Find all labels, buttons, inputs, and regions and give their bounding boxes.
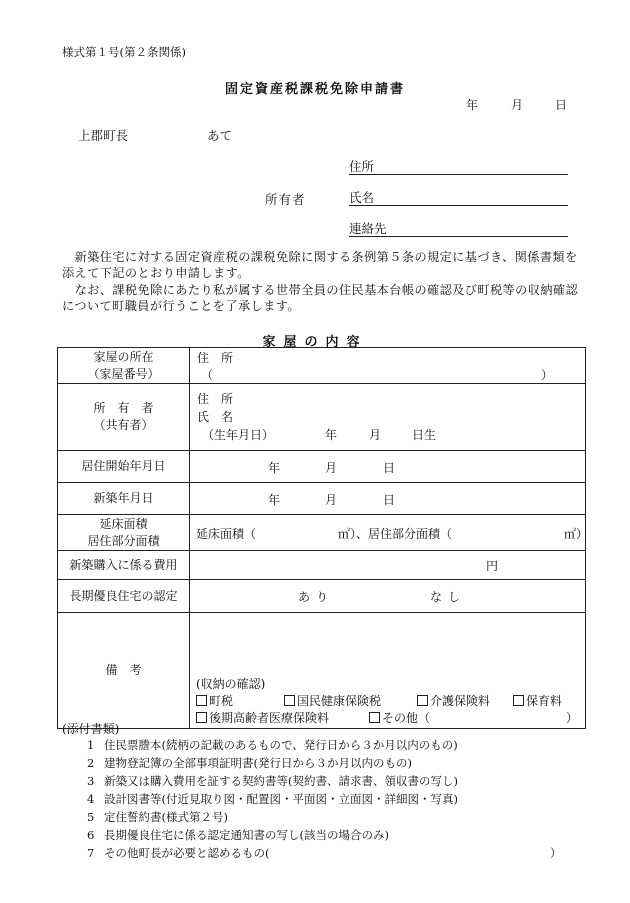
house-location-label-cell: [58, 348, 190, 384]
check-health-insurance-label: 国民健康保険税: [297, 694, 382, 708]
check-other[interactable]: [369, 709, 430, 726]
long-term-quality-value[interactable]: [190, 580, 586, 613]
attachment-text: 長期優良住宅に係る認定通知書の写し(該当の場合のみ): [104, 828, 389, 842]
form-number: 様式第１号(第２条関係): [62, 45, 186, 59]
co-owner-label: （共有者）: [93, 418, 154, 432]
residence-day-label: 日: [383, 461, 396, 475]
owner-label-cell: [58, 384, 190, 451]
house-section-heading: 家屋の内容: [262, 335, 368, 350]
construction-year-label: 年: [268, 493, 281, 507]
construction-day-label: 日: [383, 493, 396, 507]
row-house-location: [58, 348, 586, 384]
house-location-label: 家屋の所在: [93, 349, 154, 364]
check-health-insurance[interactable]: [284, 692, 381, 709]
construction-cost-value[interactable]: [190, 551, 586, 580]
attachment-7-close: ）: [550, 846, 562, 860]
payment-checkbox-row-1: [196, 692, 578, 708]
paren-open: （: [201, 367, 214, 382]
construction-date-value[interactable]: [190, 483, 586, 515]
checkbox-icon[interactable]: [196, 695, 207, 706]
check-care-insurance[interactable]: [417, 692, 490, 709]
construction-date-label: 新築年月日: [58, 483, 190, 515]
residence-month-label: 月: [325, 461, 338, 475]
house-location-value-cell[interactable]: [190, 348, 586, 384]
form-title: 固定資産税課税免除申請書: [224, 82, 405, 97]
applicant-contact-field[interactable]: [349, 219, 568, 237]
floor-area-unit-1: ㎡）、居住部分面積（: [338, 527, 453, 541]
row-construction-date: [58, 483, 586, 515]
checkbox-icon[interactable]: [513, 695, 524, 706]
row-long-term-quality: [58, 580, 586, 613]
date-month-label: 月: [511, 98, 524, 112]
check-other-label: その他（: [382, 711, 431, 725]
attachment-number: 7: [87, 846, 95, 860]
checkbox-icon[interactable]: [417, 695, 428, 706]
attachment-number: 3: [87, 774, 95, 788]
check-town-tax[interactable]: [196, 692, 233, 709]
attachment-text: 設計図書等(付近見取り図・配置図・平面図・立面図・詳細図・写真): [104, 792, 458, 806]
check-elderly-medical-label: 後期高齢者医療保険料: [209, 711, 330, 725]
floor-area-label-cell: [58, 515, 190, 551]
residence-start-label: 居住開始年月日: [58, 451, 190, 483]
birth-year-label: 年: [325, 428, 338, 442]
declaration-paragraph-1: 新築住宅に対する固定資産税の課税免除に関する条例第５条の規定に基づき、関係書類を添えて下記のとおり申請します。: [62, 250, 578, 280]
declaration-paragraph-2: なお、課税免除にあたり私が属する世帯全員の住民基本台帳の確認及び町税等の収納確認について町職員が行うことを了承します。: [62, 283, 579, 313]
applicant-name-field[interactable]: [349, 188, 568, 206]
owner-label: 所有者: [265, 192, 306, 207]
checkbox-icon[interactable]: [196, 712, 207, 723]
applicant-address-label: 住所: [349, 159, 375, 174]
house-number-parens: [197, 366, 585, 382]
applicant-contact-label: 連絡先: [349, 221, 387, 236]
owner-name-label: 氏 名: [197, 410, 234, 424]
attachment-item: [87, 827, 389, 843]
birthdate-label: （生年月日）: [202, 428, 275, 442]
house-location-address-label: 住 所: [197, 350, 234, 365]
residence-start-value[interactable]: [190, 451, 586, 483]
attachment-item: [87, 755, 412, 771]
floor-area-unit-2: ㎡）: [564, 527, 589, 541]
owner-row-label: 所 有 者: [93, 401, 154, 415]
attachment-item: [87, 845, 270, 861]
attachment-number: 1: [87, 738, 95, 752]
attachment-number: 5: [87, 810, 95, 824]
attachment-item: [87, 737, 458, 753]
check-town-tax-label: 町税: [209, 694, 234, 708]
row-residence-start: [58, 451, 586, 483]
attachment-text: その他町長が必要と認めるもの(: [104, 846, 270, 860]
attachment-number: 6: [87, 828, 95, 842]
residence-year-label: 年: [268, 461, 281, 475]
attachments-title: (添付書類): [62, 722, 120, 736]
residential-area-label: 居住部分面積: [87, 533, 160, 548]
row-remarks: [58, 613, 586, 729]
date-day-label: 日: [555, 98, 568, 112]
check-care-insurance-label: 介護保険料: [430, 694, 491, 708]
house-details-table: [57, 347, 589, 729]
long-term-yes[interactable]: あり: [298, 590, 335, 604]
owner-birth-line: [197, 426, 585, 444]
checkbox-icon[interactable]: [284, 695, 295, 706]
addressee-suffix: あて: [207, 128, 233, 143]
owner-address-label: 住 所: [197, 392, 234, 406]
attachment-item: [87, 791, 458, 807]
construction-month-label: 月: [325, 493, 338, 507]
row-floor-area: [58, 515, 586, 551]
payment-checkbox-row-2: [196, 709, 578, 725]
addressee: 上郡町長: [78, 128, 129, 143]
attachment-item: [87, 773, 458, 789]
checkbox-icon[interactable]: [369, 712, 380, 723]
paren-close: ）: [541, 367, 554, 382]
attachment-number: 2: [87, 756, 95, 770]
total-floor-area-open: 延床面積（: [196, 527, 257, 541]
long-term-no[interactable]: なし: [430, 590, 467, 604]
construction-cost-label: 新築購入に係る費用: [58, 551, 190, 580]
attachment-text: 住民票謄本(続柄の記載のあるもので、発行日から３か月以内のもの): [104, 738, 458, 752]
total-floor-area-label: 延床面積: [99, 516, 148, 531]
row-owner: [58, 384, 586, 451]
remarks-label: 備 考: [58, 613, 190, 729]
attachment-text: 建物登記簿の全部事項証明書(発行日から３か月以内のもの): [104, 756, 412, 770]
attachment-text: 定住誓約書(様式第２号): [104, 810, 228, 824]
birth-month-label: 月: [369, 428, 382, 442]
row-construction-cost: [58, 551, 586, 580]
check-elderly-medical[interactable]: [196, 709, 329, 726]
check-childcare[interactable]: [513, 692, 562, 709]
yen-unit: 円: [486, 559, 499, 573]
applicant-address-field[interactable]: [349, 157, 568, 175]
attachment-text: 新築又は購入費用を証する契約書等(契約書、請求書、領収書の写し): [104, 774, 458, 788]
remarks-value[interactable]: [190, 613, 586, 729]
birth-day-label: 日生: [412, 428, 437, 442]
check-childcare-label: 保育料: [526, 694, 563, 708]
date-year-label: 年: [466, 98, 479, 112]
house-number-label: （家屋番号）: [87, 366, 160, 381]
attachment-item: [87, 809, 228, 825]
owner-value-cell[interactable]: [190, 384, 586, 451]
check-other-close: ）: [566, 711, 579, 725]
applicant-name-label: 氏名: [349, 190, 375, 205]
payment-confirmation-label: (収納の確認): [196, 677, 266, 691]
floor-area-value[interactable]: [190, 515, 589, 551]
attachment-number: 4: [87, 792, 95, 806]
long-term-quality-label: 長期優良住宅の認定: [58, 580, 190, 613]
